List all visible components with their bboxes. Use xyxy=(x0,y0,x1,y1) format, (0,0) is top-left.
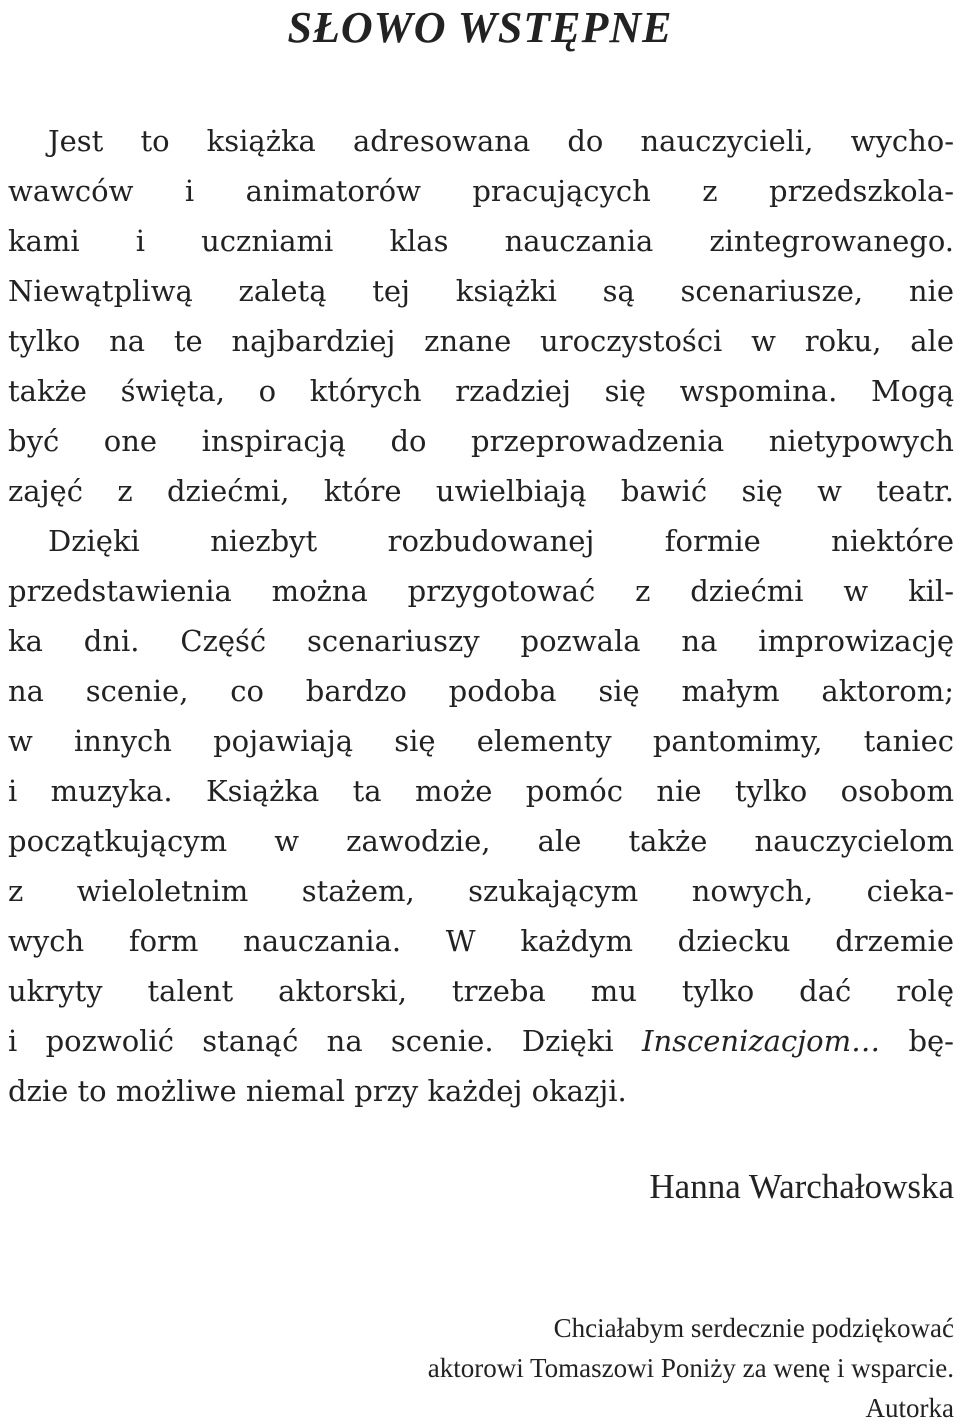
preface-paragraph xyxy=(8,116,954,1116)
paragraph-line xyxy=(8,1016,954,1066)
paragraph-line: ukryty talent aktorski, trzeba mu tylko dać rolę xyxy=(8,974,954,1008)
paragraph-line: Jest to książka adresowana do nauczycieli, wycho- xyxy=(48,124,954,158)
line-text: i pozwolić stanąć na scenie. Dzięki xyxy=(8,1024,642,1058)
paragraph-line: wawców i animatorów pracujących z przedszkola- xyxy=(8,174,954,208)
dedication xyxy=(154,1308,954,1428)
paragraph-line: ka dni. Część scenariuszy pozwala na improwizację xyxy=(8,624,954,658)
author-signature: Hanna Warchałowska xyxy=(649,1167,954,1206)
book-title-italic: Inscenizacjom… xyxy=(642,1024,881,1058)
dedication-author: Autorka xyxy=(865,1393,954,1423)
paragraph-line: być one inspiracją do przeprowadzenia nietypowych xyxy=(8,424,954,458)
paragraph-line: wych form nauczania. W każdym dziecku drzemie xyxy=(8,924,954,958)
line-text: bę- xyxy=(880,1024,954,1058)
dedication-line: aktorowi Tomaszowi Poniży za wenę i wsparcie. xyxy=(427,1353,954,1383)
paragraph-line: Dzięki niezbyt rozbudowanej formie niektóre xyxy=(48,524,954,558)
dedication-line: Chciałabym serdecznie podziękować xyxy=(553,1313,954,1343)
paragraph-line: i muzyka. Książka ta może pomóc nie tylko osobom xyxy=(8,774,954,808)
paragraph-line: w innych pojawiają się elementy pantomimy, taniec xyxy=(8,724,954,758)
paragraph-line: kami i uczniami klas nauczania zintegrowanego. xyxy=(8,224,954,258)
page-title: SŁOWO WSTĘPNE xyxy=(287,3,673,52)
paragraph-line: na scenie, co bardzo podoba się małym aktorom; xyxy=(8,674,954,708)
paragraph-line: z wieloletnim stażem, szukającym nowych, cieka- xyxy=(8,874,954,908)
paragraph-line: przedstawienia można przygotować z dziećmi w kil- xyxy=(8,574,954,608)
paragraph-line: Niewątpliwą zaletą tej książki są scenariusze, nie xyxy=(8,274,954,308)
paragraph-line: tylko na te najbardziej znane uroczystości w roku, ale xyxy=(8,324,954,358)
paragraph-line: początkującym w zawodzie, ale także nauczycielom xyxy=(8,824,954,858)
paragraph-line: zajęć z dziećmi, które uwielbiają bawić się w teatr. xyxy=(8,474,954,508)
paragraph-line: także święta, o których rzadziej się wspomina. Mogą xyxy=(8,374,954,408)
paragraph-line: dzie to możliwe niemal przy każdej okazji. xyxy=(8,1074,627,1108)
